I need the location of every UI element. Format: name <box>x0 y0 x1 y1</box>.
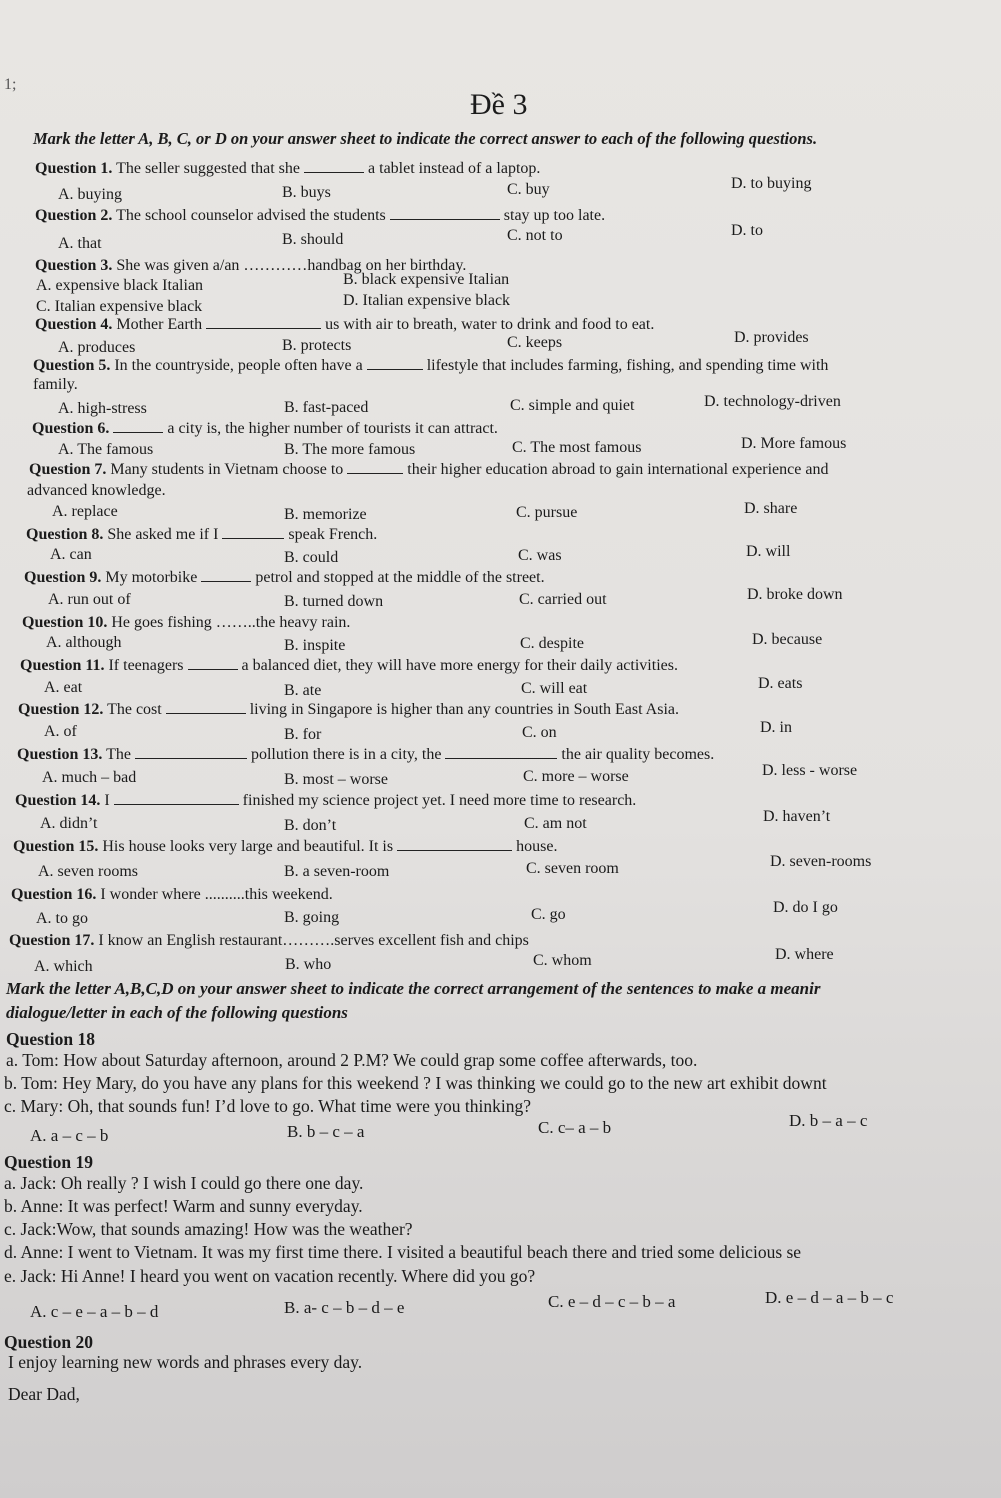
q7-option-b[interactable]: B. memorize <box>284 506 367 523</box>
question-5: Question 5. In the countryside, people often have a lifestyle that includes farming, fishing, and spending time with <box>33 357 829 374</box>
q18-option-d[interactable]: D. b – a – c <box>789 1111 868 1130</box>
q11-option-a[interactable]: A. eat <box>44 679 83 696</box>
question-7: Question 7. Many students in Vietnam choose to their higher education abroad to gain international experience and <box>29 461 829 478</box>
q12-option-a[interactable]: A. of <box>44 723 77 740</box>
q10-option-c[interactable]: C. despite <box>520 635 584 652</box>
q15-option-b[interactable]: B. a seven-room <box>284 863 390 880</box>
question-14: Question 14. I finished my science project yet. I need more time to research. <box>15 792 637 809</box>
q18-option-c[interactable]: C. c– a – b <box>538 1118 612 1137</box>
q7-option-c[interactable]: C. pursue <box>516 504 578 521</box>
q11-option-d[interactable]: D. eats <box>758 675 803 692</box>
question-12: Question 12. The cost living in Singapore is higher than any countries in South East Asia. <box>18 701 679 718</box>
q4-option-d[interactable]: D. provides <box>734 329 809 346</box>
q4-option-b[interactable]: B. protects <box>282 337 352 354</box>
q16-option-d[interactable]: D. do I go <box>773 899 838 916</box>
question-16: Question 16. I wonder where ..........this weekend. <box>11 886 333 903</box>
q19-sentence-a: a. Jack: Oh really ? I wish I could go there one day. <box>4 1173 364 1193</box>
q19-option-a[interactable]: A. c – e – a – b – d <box>30 1302 159 1321</box>
q19-sentence-c: c. Jack:Wow, that sounds amazing! How was the weather? <box>4 1219 413 1239</box>
q5-option-c[interactable]: C. simple and quiet <box>510 397 635 414</box>
q3-option-b[interactable]: B. black expensive Italian <box>343 271 510 288</box>
q13-option-a[interactable]: A. much – bad <box>42 769 137 786</box>
q5-option-a[interactable]: A. high-stress <box>58 400 147 417</box>
q8-option-a[interactable]: A. can <box>50 546 92 563</box>
q13-option-b[interactable]: B. most – worse <box>284 771 388 788</box>
q6-option-d[interactable]: D. More famous <box>741 435 847 452</box>
q17-option-a[interactable]: A. which <box>34 958 93 975</box>
question-8: Question 8. She asked me if I speak French. <box>26 526 378 543</box>
q19-option-d[interactable]: D. e – d – a – b – c <box>765 1288 894 1307</box>
q11-option-b[interactable]: B. ate <box>284 682 322 699</box>
question-13: Question 13. The pollution there is in a city, the the air quality becomes. <box>17 746 715 763</box>
question-2: Question 2. The school counselor advised the students stay up too late. <box>35 207 606 224</box>
q18-sentence-b: b. Tom: Hey Mary, do you have any plans for this weekend ? I was thinking we could go to the new art exhibit downt <box>4 1073 827 1093</box>
q14-option-b[interactable]: B. don’t <box>284 817 337 834</box>
question-4: Question 4. Mother Earth us with air to breath, water to drink and food to eat. <box>35 316 655 333</box>
q17-option-c[interactable]: C. whom <box>533 952 592 969</box>
q19-sentence-d: d. Anne: I went to Vietnam. It was my first time there. I visited a beautiful beach there and tried some delicious se <box>4 1242 802 1262</box>
question-1: Question 1. The seller suggested that she a tablet instead of a laptop. <box>35 160 541 177</box>
q6-option-a[interactable]: A. The famous <box>58 441 154 458</box>
q14-option-a[interactable]: A. didn’t <box>40 815 98 832</box>
q3-option-d[interactable]: D. Italian expensive black <box>343 292 511 309</box>
q9-option-d[interactable]: D. broke down <box>747 586 843 603</box>
instruction-1: Mark the letter A, B, C, or D on your answer sheet to indicate the correct answer to each of the following questions. <box>33 129 818 148</box>
q15-option-a[interactable]: A. seven rooms <box>38 863 138 880</box>
q16-option-c[interactable]: C. go <box>531 906 566 923</box>
question-18-title: Question 18 <box>6 1029 95 1049</box>
instruction-2: Mark the letter A,B,C,D on your answer sheet to indicate the correct arrangement of the sentences to make a meanir <box>6 979 821 998</box>
q3-option-a[interactable]: A. expensive black Italian <box>36 277 204 294</box>
question-3: Question 3. She was given a/an …………handbag on her birthday. <box>35 257 467 274</box>
q12-option-d[interactable]: D. in <box>760 719 792 736</box>
question-15: Question 15. His house looks very large and beautiful. It is house. <box>13 838 558 855</box>
q4-option-c[interactable]: C. keeps <box>507 334 563 351</box>
q10-option-b[interactable]: B. inspite <box>284 637 346 654</box>
q16-option-b[interactable]: B. going <box>284 909 340 926</box>
q20-line-1: I enjoy learning new words and phrases every day. <box>8 1352 363 1372</box>
q19-option-c[interactable]: C. e – d – c – b – a <box>548 1292 676 1311</box>
question-17: Question 17. I know an English restaurant……….serves excellent fish and chips <box>9 932 529 949</box>
question-6: Question 6. a city is, the higher number of tourists it can attract. <box>32 420 498 437</box>
question-5-continued: family. <box>33 376 78 393</box>
question-11: Question 11. If teenagers a balanced diet, they will have more energy for their daily activities. <box>20 657 678 674</box>
q15-option-d[interactable]: D. seven-rooms <box>770 853 872 870</box>
corner-mark: 1; <box>4 76 17 93</box>
q8-option-b[interactable]: B. could <box>284 549 339 566</box>
q5-option-d[interactable]: D. technology-driven <box>704 393 841 410</box>
q18-option-b[interactable]: B. b – c – a <box>287 1122 365 1141</box>
q11-option-c[interactable]: C. will eat <box>521 680 588 697</box>
q1-option-d[interactable]: D. to buying <box>731 175 812 192</box>
q14-option-c[interactable]: C. am not <box>524 815 587 832</box>
q19-option-b[interactable]: B. a- c – b – d – e <box>284 1298 405 1317</box>
q8-option-d[interactable]: D. will <box>746 543 791 560</box>
q6-option-b[interactable]: B. The more famous <box>284 441 416 458</box>
q9-option-c[interactable]: C. carried out <box>519 591 607 608</box>
q1-option-c[interactable]: C. buy <box>507 181 550 198</box>
q2-option-d[interactable]: D. to <box>731 222 763 239</box>
q7-option-a[interactable]: A. replace <box>52 503 118 520</box>
q7-option-d[interactable]: D. share <box>744 500 798 517</box>
q3-option-c[interactable]: C. Italian expensive black <box>36 298 203 315</box>
question-7-continued: advanced knowledge. <box>27 482 166 499</box>
q12-option-c[interactable]: C. on <box>522 724 557 741</box>
question-10: Question 10. He goes fishing ……..the heavy rain. <box>22 614 351 631</box>
question-9: Question 9. My motorbike petrol and stopped at the middle of the street. <box>24 569 545 586</box>
q9-option-b[interactable]: B. turned down <box>284 593 384 610</box>
q13-option-c[interactable]: C. more – worse <box>523 768 629 785</box>
q10-option-d[interactable]: D. because <box>752 631 823 648</box>
q16-option-a[interactable]: A. to go <box>36 910 88 927</box>
q4-option-a[interactable]: A. produces <box>58 339 136 356</box>
q17-option-b[interactable]: B. who <box>285 956 332 973</box>
question-20-title: Question 20 <box>4 1332 93 1352</box>
instruction-2-continued: dialogue/letter in each of the following questions <box>6 1003 348 1022</box>
q6-option-c[interactable]: C. The most famous <box>512 439 642 456</box>
page-title: Đề 3 <box>470 88 528 121</box>
question-19-title: Question 19 <box>4 1152 93 1172</box>
q2-option-b[interactable]: B. should <box>282 231 344 248</box>
q19-sentence-b: b. Anne: It was perfect! Warm and sunny everyday. <box>4 1196 363 1216</box>
q18-option-a[interactable]: A. a – c – b <box>30 1126 109 1145</box>
q10-option-a[interactable]: A. although <box>46 634 122 651</box>
q20-line-2: Dear Dad, <box>8 1384 80 1404</box>
q8-option-c[interactable]: C. was <box>518 547 562 564</box>
q18-sentence-a: a. Tom: How about Saturday afternoon, around 2 P.M? We could grap some coffee afterwards, too. <box>6 1050 698 1070</box>
q5-option-b[interactable]: B. fast-paced <box>284 399 369 416</box>
q2-option-a[interactable]: A. that <box>58 235 102 252</box>
q14-option-d[interactable]: D. haven’t <box>763 808 831 825</box>
q18-sentence-c: c. Mary: Oh, that sounds fun! I’d love to go. What time were you thinking? <box>4 1096 531 1116</box>
q13-option-d[interactable]: D. less - worse <box>762 762 858 779</box>
q2-option-c[interactable]: C. not to <box>507 227 563 244</box>
q1-option-a[interactable]: A. buying <box>58 186 122 203</box>
q15-option-c[interactable]: C. seven room <box>526 860 619 877</box>
q12-option-b[interactable]: B. for <box>284 726 322 743</box>
q19-sentence-e: e. Jack: Hi Anne! I heard you went on vacation recently. Where did you go? <box>4 1266 536 1286</box>
q1-option-b[interactable]: B. buys <box>282 184 331 201</box>
q9-option-a[interactable]: A. run out of <box>48 591 131 608</box>
q17-option-d[interactable]: D. where <box>775 946 834 963</box>
